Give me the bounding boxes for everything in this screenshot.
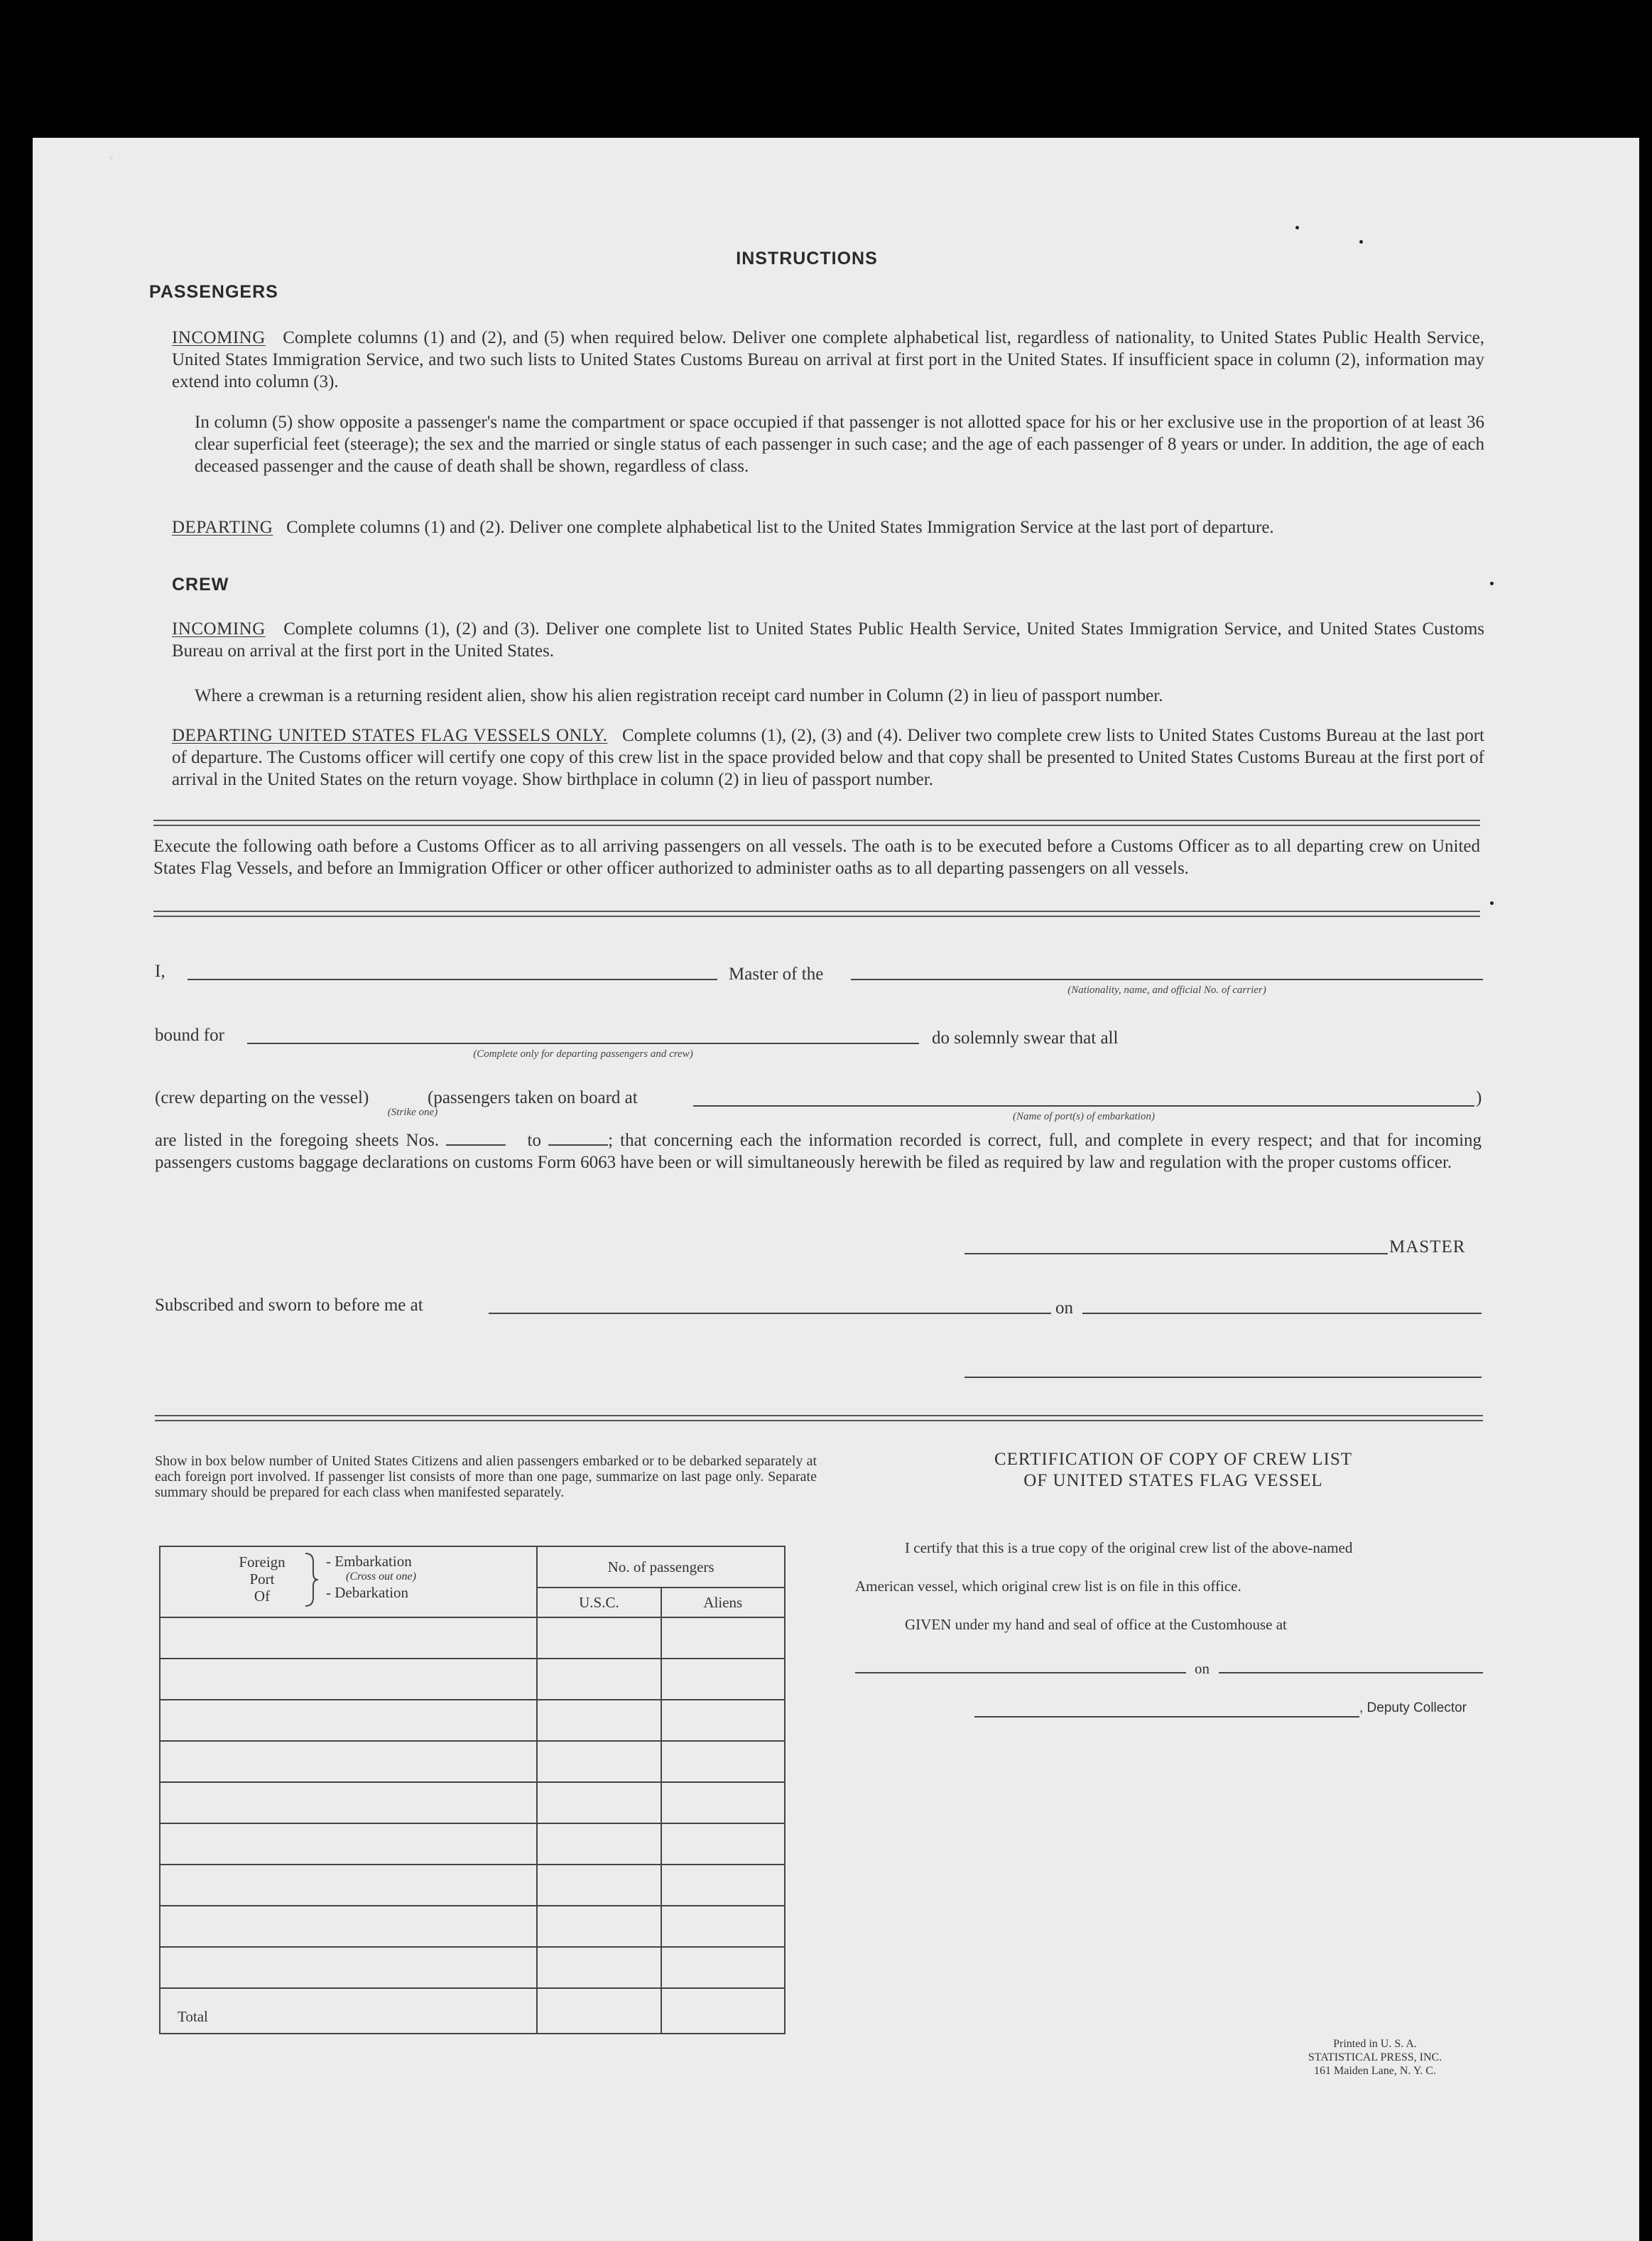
usc-cell[interactable] — [537, 1741, 661, 1782]
usc-cell[interactable] — [537, 1700, 661, 1741]
printer-line-2: STATISTICAL PRESS, INC. — [1308, 2051, 1442, 2063]
officer-signature-field[interactable] — [964, 1377, 1482, 1378]
port-header-cell — [160, 1546, 537, 1617]
carrier-caption: (Nationality, name, and official No. of carrier) — [1067, 984, 1266, 996]
aliens-cell[interactable] — [661, 1947, 785, 1988]
port-cell[interactable] — [160, 1700, 537, 1741]
scan-speck — [1490, 901, 1494, 905]
foreign-label: Foreign — [239, 1553, 286, 1570]
crew-departing-section — [172, 725, 1484, 791]
crew-incoming-text: Complete columns (1), (2) and (3). Deliver one complete list to United States Public Health Service, United States Immigration Service, and United States Customs Bureau on arrival at the first port in the United States. — [172, 619, 1484, 661]
listed-text-a: are listed in the foregoing sheets Nos. — [155, 1131, 440, 1150]
aliens-cell[interactable] — [661, 1700, 785, 1741]
summary-note: Show in box below number of United States Citizens and alien passengers embarked or to be debarked separately at each foreign port involved. If passenger list consists of more than one page, summarize on last page only. Separate summary should be prepared for each class when manifested separately. — [155, 1453, 817, 1500]
usc-cell[interactable] — [537, 1659, 661, 1700]
printer-line-3: 161 Maiden Lane, N. Y. C. — [1314, 2065, 1436, 2077]
deputy-collector-label: , Deputy Collector — [1359, 1700, 1467, 1715]
port-cell[interactable] — [160, 1865, 537, 1906]
master-of-the-label: Master of the — [729, 965, 824, 984]
oath-instructions: Execute the following oath before a Customs Officer as to all arriving passengers on all vessels. The oath is to be executed before a Customs Officer as to all departing crew on United States Flag Vessels, and before an Immigration Officer or other officer authorized to administer oaths as to all departing passengers on all vessels. — [153, 837, 1480, 878]
close-paren: ) — [1476, 1088, 1482, 1107]
scan-speck — [1490, 582, 1494, 585]
crew-incoming-label: INCOMING — [172, 619, 266, 639]
passengers-heading: PASSENGERS — [149, 282, 278, 302]
passengers-departing-text: Complete columns (1) and (2). Deliver one complete alphabetical list to the United States Immigration Service at the last port of departure. — [286, 518, 1274, 537]
sheet-from-field[interactable] — [446, 1132, 506, 1146]
sworn-on-label: on — [1055, 1298, 1073, 1318]
aliens-total-cell[interactable] — [661, 1988, 785, 2034]
aliens-cell[interactable] — [661, 1823, 785, 1865]
scan-speck — [1295, 226, 1299, 229]
passenger-summary-table — [159, 1546, 786, 2034]
aliens-cell[interactable] — [661, 1617, 785, 1659]
section-divider — [153, 820, 1480, 826]
certification-heading — [868, 1449, 1479, 1492]
bound-for-label: bound for — [155, 1026, 224, 1045]
master-signature-field[interactable] — [964, 1253, 1388, 1254]
aliens-cell[interactable] — [661, 1906, 785, 1947]
sheet-to-field[interactable] — [548, 1132, 608, 1146]
usc-cell[interactable] — [537, 1947, 661, 1988]
master-name-field[interactable] — [188, 979, 717, 980]
aliens-header: Aliens — [661, 1588, 785, 1617]
crew-heading: CREW — [172, 575, 229, 595]
listed-text-b: ; that concerning each the information recorded is correct, full, and complete in every respect; and that for incoming passengers customs baggage declarations on customs Form 6063 have been or will simultaneously herewith be filed as required by law and regulation with the proper customs officer. — [155, 1131, 1482, 1172]
port-cell[interactable] — [160, 1617, 537, 1659]
sworn-date-field[interactable] — [1082, 1313, 1482, 1314]
passengers-incoming-text: Complete columns (1) and (2), and (5) when required below. Deliver one complete alphabetical list, regardless of nationality, to United States Public Health Service, United States Immigration Service, and two such lists to United States Customs Bureau on arrival at first port in the United States. If insufficient space in column (2), information may extend into column (3). — [172, 328, 1485, 391]
embarkation-port-field[interactable] — [693, 1105, 1474, 1107]
usc-cell[interactable] — [537, 1906, 661, 1947]
crew-incoming-section — [172, 618, 1484, 662]
printer-line-1: Printed in U. S. A. — [1333, 2038, 1417, 2050]
swear-label: do solemnly swear that all — [932, 1029, 1119, 1048]
embarkation-port-caption: (Name of port(s) of embarkation) — [1013, 1111, 1155, 1122]
deputy-collector-signature[interactable] — [974, 1716, 1359, 1718]
cert-line-1: I certify that this is a true copy of the original crew list of the above-named — [905, 1539, 1353, 1556]
cert-line-3: GIVEN under my hand and seal of office at the Customhouse at — [905, 1616, 1287, 1633]
aliens-cell[interactable] — [661, 1865, 785, 1906]
aliens-cell[interactable] — [661, 1782, 785, 1823]
section-divider — [155, 1415, 1483, 1421]
section-divider — [153, 911, 1480, 917]
port-cell[interactable] — [160, 1782, 537, 1823]
passengers-incoming-label: INCOMING — [172, 328, 266, 347]
strike-one-caption: (Strike one) — [387, 1107, 438, 1118]
usc-header: U.S.C. — [537, 1588, 661, 1617]
sworn-place-field[interactable] — [489, 1313, 1051, 1314]
port-cell[interactable] — [160, 1659, 537, 1700]
usc-cell[interactable] — [537, 1865, 661, 1906]
crew-departing-label: DEPARTING UNITED STATES FLAG VESSELS ONLY. — [172, 726, 608, 745]
bound-for-field[interactable] — [247, 1043, 919, 1044]
aliens-cell[interactable] — [661, 1741, 785, 1782]
embark-options — [326, 1553, 416, 1600]
cert-line-2: American vessel, which original crew list is on file in this office. — [855, 1578, 1241, 1595]
form-page — [33, 138, 1639, 2241]
cross-out-caption: (Cross out one) — [346, 1570, 416, 1583]
crew-resident-text: Where a crewman is a returning resident alien, show his alien registration receipt card number in Column (2) in lieu of passport number. — [195, 686, 1163, 705]
usc-cell[interactable] — [537, 1617, 661, 1659]
carrier-field[interactable] — [851, 979, 1483, 980]
passengers-incoming-section — [172, 327, 1484, 393]
crew-departing-text: Complete columns (1), (2), (3) and (4). Deliver two complete crew lists to United States Customs Bureau at the last port of departure. The Customs officer will certify one copy of this crew list in the space provided below and that copy shall be presented to United States Customs Bureau at the first port of arrival in the United States on the return voyage. Show birthplace in column (2) in lieu of passport number. — [172, 726, 1484, 789]
subscribed-label: Subscribed and sworn to before me at — [155, 1296, 423, 1315]
port-cell[interactable] — [160, 1741, 537, 1782]
printer-imprint — [1268, 2037, 1482, 2078]
brace-icon — [303, 1552, 320, 1607]
port-cell[interactable] — [160, 1906, 537, 1947]
aliens-cell[interactable] — [661, 1659, 785, 1700]
crew-departing-option[interactable]: (crew departing on the vessel) — [155, 1088, 369, 1107]
certification-heading-1: CERTIFICATION OF COPY OF CREW LIST — [994, 1450, 1353, 1469]
listed-to: to — [527, 1131, 541, 1150]
foreign-port-of — [227, 1553, 298, 1605]
usc-cell[interactable] — [537, 1823, 661, 1865]
master-signature-label: MASTER — [1389, 1237, 1466, 1257]
page-title: INSTRUCTIONS — [736, 249, 878, 268]
passengers-taken-option[interactable]: (passengers taken on board at — [428, 1088, 638, 1107]
passengers-departing-section — [172, 516, 1484, 538]
usc-total-cell[interactable] — [537, 1988, 661, 2034]
no-passengers-header: No. of passengers — [537, 1546, 785, 1588]
port-cell[interactable] — [160, 1823, 537, 1865]
bound-for-caption: (Complete only for departing passengers and crew) — [473, 1048, 693, 1060]
usc-cell[interactable] — [537, 1782, 661, 1823]
oath-i-label: I, — [155, 962, 165, 981]
scan-speck — [1359, 240, 1363, 244]
certification-heading-2: OF UNITED STATES FLAG VESSEL — [1023, 1471, 1323, 1490]
port-label: Port — [249, 1570, 275, 1588]
of-label: Of — [254, 1588, 271, 1605]
listed-paragraph — [155, 1129, 1482, 1173]
cert-date-field[interactable] — [1219, 1672, 1483, 1673]
passengers-column5-text: In column (5) show opposite a passenger's name the compartment or space occupied if that passenger is not allotted space for his or her exclusive use in the proportion of at least 36 clear superficial feet (steerage); the sex and the married or single status of each passenger in such case; and the age of each passenger of 8 years or under. In addition, the age of each deceased passenger and the cause of death shall be shown, regardless of class. — [195, 413, 1484, 476]
debarkation-option[interactable]: - Debarkation — [326, 1584, 409, 1601]
customhouse-field[interactable] — [855, 1672, 1186, 1673]
scan-speck — [109, 156, 113, 160]
embarkation-option[interactable]: - Embarkation — [326, 1553, 412, 1570]
passengers-departing-label: DEPARTING — [172, 518, 273, 537]
cert-on-label: on — [1195, 1660, 1210, 1677]
port-cell[interactable] — [160, 1947, 537, 1988]
total-label: Total — [160, 1988, 537, 2034]
